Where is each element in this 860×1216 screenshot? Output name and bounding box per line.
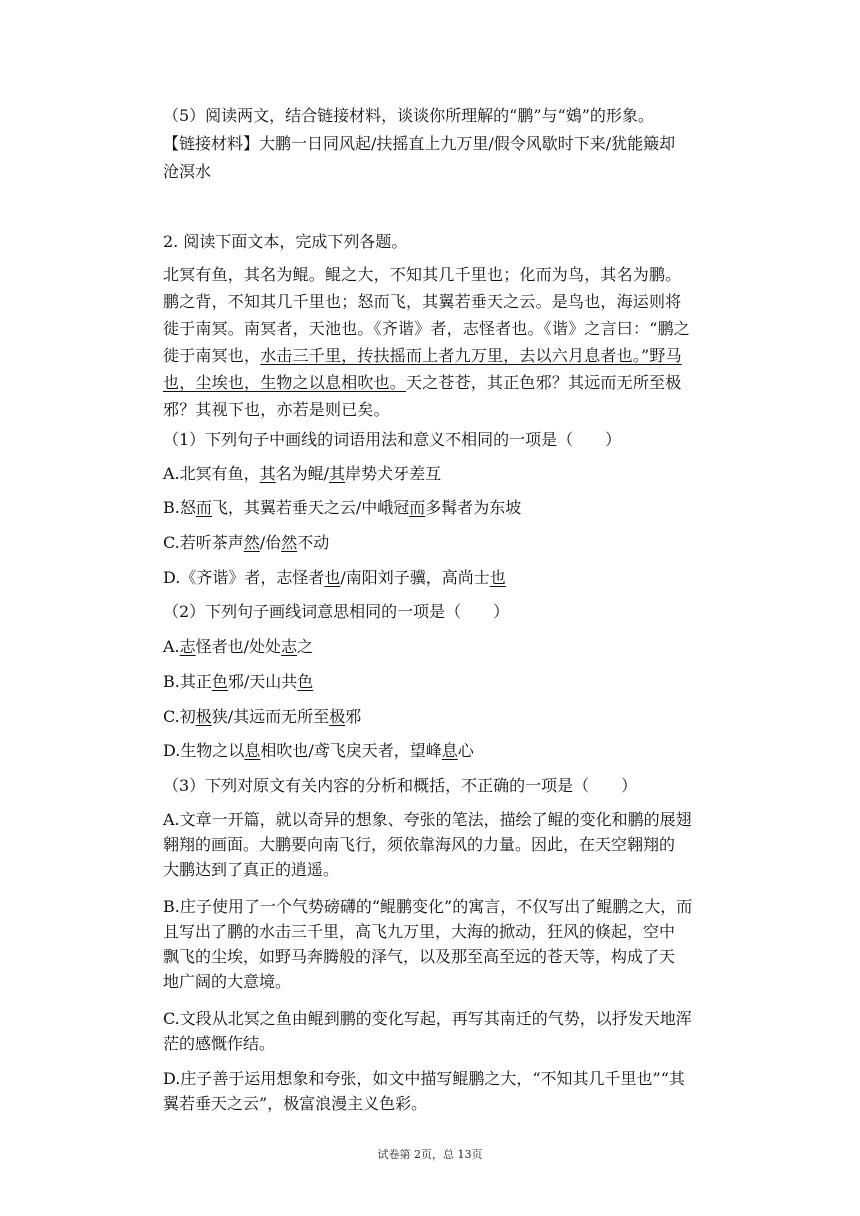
- option-text: /佁: [259, 533, 282, 552]
- page-footer: 试卷第 2页，总 13页: [377, 1148, 483, 1161]
- underlined-word: 而: [409, 498, 426, 517]
- sub2-option-c: [163, 707, 361, 727]
- sub3-option-d: [163, 1066, 733, 1116]
- option-text: A.北冥有鱼，: [163, 464, 260, 483]
- passage-line: 鹏之背，不知其几千里也；怒而飞，其翼若垂天之云。是鸟也，海运则将: [163, 292, 682, 311]
- option-text: 飞，其翼若垂天之云/中峨冠: [211, 498, 410, 517]
- option-line: 翱翔的画面。大鹏要向南飞行，须依靠海风的力量。因此，在天空翱翔的: [163, 835, 676, 854]
- underlined-word: 色: [211, 672, 228, 691]
- passage-text: 天之苍苍，其正色邪？其远而无所至极: [406, 373, 682, 392]
- sub1-option-d: [163, 568, 506, 588]
- option-text: B.怒: [163, 498, 196, 517]
- passage-line: [163, 369, 733, 396]
- option-text: C.初: [163, 707, 196, 726]
- option-text: 心: [457, 741, 474, 760]
- underlined-word: 也: [324, 568, 341, 587]
- q2-heading: 2. 阅读下面文本，完成下列各题。: [163, 232, 408, 251]
- option-line: 飘飞的尘埃，如野马奔腾般的泽气，以及那至高至远的苍天等，构成了天: [163, 947, 676, 966]
- sub3-question: （3）下列对原文有关内容的分析和概括，不正确的一项是（ ）: [163, 776, 638, 795]
- sub2-question: （2）下列句子画线词意思相同的一项是（ ）: [163, 602, 510, 621]
- q5-link-line1: 【链接材料】大鹏一日同风起/扶摇直上九万里/假令风歇时下来/犹能簸却: [163, 134, 676, 153]
- sub1-question: （1）下列句子中画线的词语用法和意义不相同的一项是（ ）: [163, 430, 622, 449]
- underlined-word: 而: [195, 498, 212, 517]
- option-text: A.: [163, 637, 180, 656]
- option-line: 茫的感慨作结。: [163, 1034, 276, 1053]
- sub3-option-c: [163, 1006, 733, 1056]
- passage-line: 徙于南冥。南冥者，天池也。《齐谐》者，志怪者也。《谐》之言曰：“鹏之: [163, 319, 690, 338]
- option-text: 邪: [345, 707, 362, 726]
- underlined-text: 水击三千里，抟扶摇而上者九万里，去以六月息者也。”野马: [260, 346, 682, 365]
- underlined-word: 志: [179, 637, 196, 656]
- option-text: 岸势犬牙差互: [345, 464, 442, 483]
- underlined-text: 也，尘埃也，生物之以息相吹也。: [163, 373, 407, 392]
- sub3-option-b: [163, 894, 733, 994]
- sub2-option-b: [163, 672, 313, 692]
- underlined-word: 色: [297, 672, 314, 691]
- sub2-option-d: [163, 741, 474, 761]
- underlined-word: 息: [441, 741, 458, 760]
- option-text: 不动: [297, 533, 330, 552]
- passage-text: 徙于南冥也，: [163, 346, 261, 365]
- underlined-word: 极: [329, 707, 346, 726]
- option-line: B.庄子使用了一个气势磅礴的“鲲鹏变化”的寓言，不仅写出了鲲鹏之大，而: [163, 897, 693, 916]
- underlined-word: 然: [281, 533, 298, 552]
- underlined-word: 极: [195, 707, 212, 726]
- option-text: 怪者也/处处: [195, 637, 282, 656]
- passage-line: 北冥有鱼，其名为鲲。鲲之大，不知其几千里也；化而为鸟，其名为鹏。: [163, 265, 682, 284]
- option-text: 之: [297, 637, 314, 656]
- underlined-word: 然: [243, 533, 260, 552]
- option-line: C.文段从北冥之鱼由鲲到鹏的变化写起，再写其南迁的气势，以抒发天地浑: [163, 1009, 692, 1028]
- option-text: B.其正: [163, 672, 212, 691]
- underlined-word: 志: [281, 637, 298, 656]
- underlined-word: 其: [329, 464, 346, 483]
- option-text: 邪/天山共: [227, 672, 298, 691]
- option-line: A.文章一开篇，就以奇异的想象、夸张的笔法，描绘了鲲的变化和鹏的展翅: [163, 810, 692, 829]
- option-text: 狭/其远而无所至: [211, 707, 330, 726]
- option-line: 大鹏达到了真正的逍遥。: [163, 860, 340, 879]
- sub2-option-a: [163, 637, 313, 657]
- option-line: 翼若垂天之云”，极富浪漫主义色彩。: [163, 1094, 428, 1113]
- option-text: C.若听茶声: [163, 533, 244, 552]
- option-text: D.《齐谐》者，志怪者: [163, 568, 325, 587]
- passage-line: [163, 342, 733, 369]
- sub1-option-a: [163, 464, 441, 484]
- option-text: /南阳刘子骥，高尚士: [340, 568, 490, 587]
- sub3-option-a: [163, 807, 733, 882]
- underlined-word: 息: [244, 741, 261, 760]
- option-text: D.生物之以: [163, 741, 245, 760]
- option-text: 相吹也/鸢飞戾天者，望峰: [260, 741, 442, 760]
- underlined-word: 也: [489, 568, 506, 587]
- sub1-option-b: [163, 498, 521, 518]
- option-text: 多髯者为东坡: [425, 498, 522, 517]
- passage: [163, 261, 733, 423]
- option-text: 名为鲲/: [275, 464, 330, 483]
- option-line: 地广阔的大意境。: [163, 972, 292, 991]
- q5-prompt: （5）阅读两文，结合链接材料，谈谈你所理解的“鹏”与“鴳”的形象。: [163, 106, 654, 125]
- sub1-option-c: [163, 533, 329, 553]
- q5-link-line2: 沧溟水: [163, 162, 212, 181]
- option-line: 且写出了鹏的水击三千里，高飞九万里，大海的掀动，狂风的倏起，空中: [163, 922, 676, 941]
- option-line: D.庄子善于运用想象和夸张，如文中描写鲲鹏之大，“不知其几千里也”“其: [163, 1069, 685, 1088]
- passage-line: 邪？其视下也，亦若是则已矣。: [163, 400, 390, 419]
- underlined-word: 其: [259, 464, 276, 483]
